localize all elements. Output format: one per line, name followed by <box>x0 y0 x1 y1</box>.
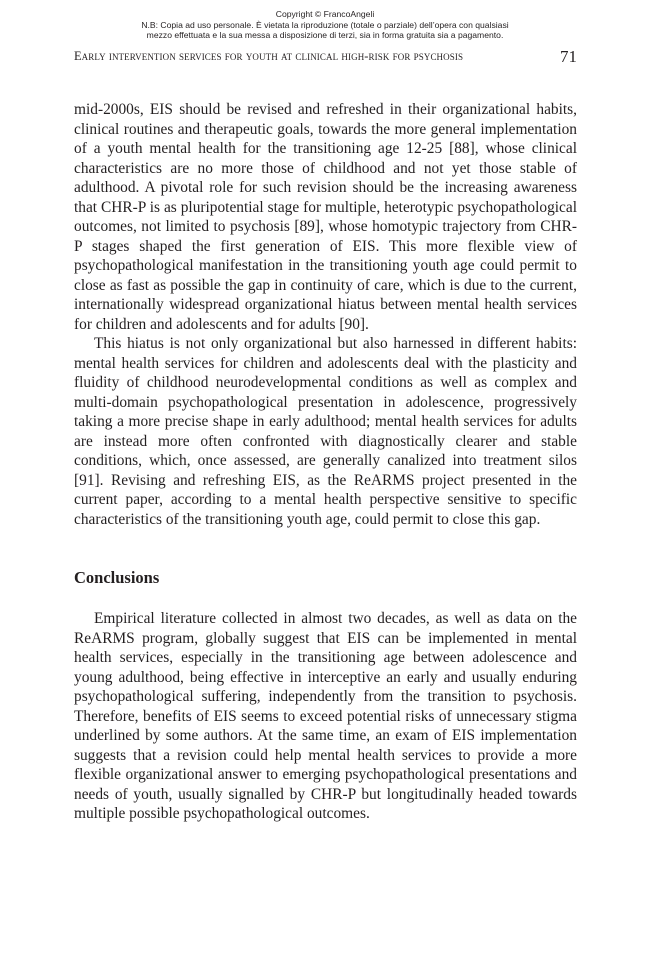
copyright-notice <box>0 9 650 41</box>
body-text <box>74 100 577 529</box>
conclusions-paragraph: Empirical literature collected in almost two decades, as well as data on the ReARMS program, globally suggest that EIS can be implemented in mental health services, especially in the transitioning age between adolescence and young adulthood, being effective in interceptive an early and usually enduring psychopathological suffering, independently from the transition to psychosis. Therefore, benefits of EIS seems to exceed potential risks of unnecessary stigma underlined by some authors. At the same time, an exam of EIS implementation suggests that a revision could help mental health services to provide a more flexible organizational answer to emerging psychopathological presentations and needs of youth, usually signalled by CHR-P but longitudinally headed towards multiple possible psychopathological outcomes. <box>74 610 577 822</box>
section-heading: Conclusions <box>74 568 160 587</box>
page-number: 71 <box>560 47 577 66</box>
copyright-line: Copyright © FrancoAngeli <box>275 9 375 19</box>
body-paragraph: mid-2000s, EIS should be revised and refreshed in their organizational habits, clinical routines and therapeutic goals, towards the more general implementation of a youth mental health for the transitioning age 12-25 [88], whose clinical characteristics are no more those of childhood and not yet those stable of adulthood. A pivotal role for such revision should be the increasing awareness that CHR-P is as pluripotential stage for multiple, heterotypic psychopathological outcomes, not limited to psychosis [89], whose homotypic trajectory from CHR-P stages shaped the first generation of EIS. This more flexible view of psychopathological manifestation in the transitioning youth age could permit to close as fast as possible the gap in continuity of care, which is due to the current, internationally widespread organizational hiatus between mental health services for children and adolescents and for adults [90]. <box>74 101 577 333</box>
running-head <box>74 47 577 67</box>
body-paragraph: This hiatus is not only organizational but also harnessed in different habits: mental health services for children and adolescents deal with the plasticity and fluidity of childhood neurodevelopmental conditions as well as complex and multi-domain psychopathological presentation in adolescence, progressively taking a more precise shape in early adulthood; mental health services for adults are instead more often confronted with diagnostically clearer and stable conditions, which, once assessed, are generally canalized into treatment silos [91]. Revising and refreshing EIS, as the ReARMS project presented in the current paper, according to a mental health perspective sensitive to specific characteristics of the transitioning youth age, could permit to close this gap. <box>74 335 577 528</box>
copyright-disclaimer-line: N.B: Copia ad uso personale. È vietata la riproduzione (totale o parziale) dell’opera con qualsiasi <box>141 19 509 30</box>
running-title: Early intervention services for youth at clinical high-risk for psychosis <box>74 49 464 63</box>
copyright-disclaimer-line: mezzo effettuata e la sua messa a disposizione di terzi, sia in forma gratuita sia a pagamento. <box>146 30 504 40</box>
conclusions-text <box>74 609 577 824</box>
